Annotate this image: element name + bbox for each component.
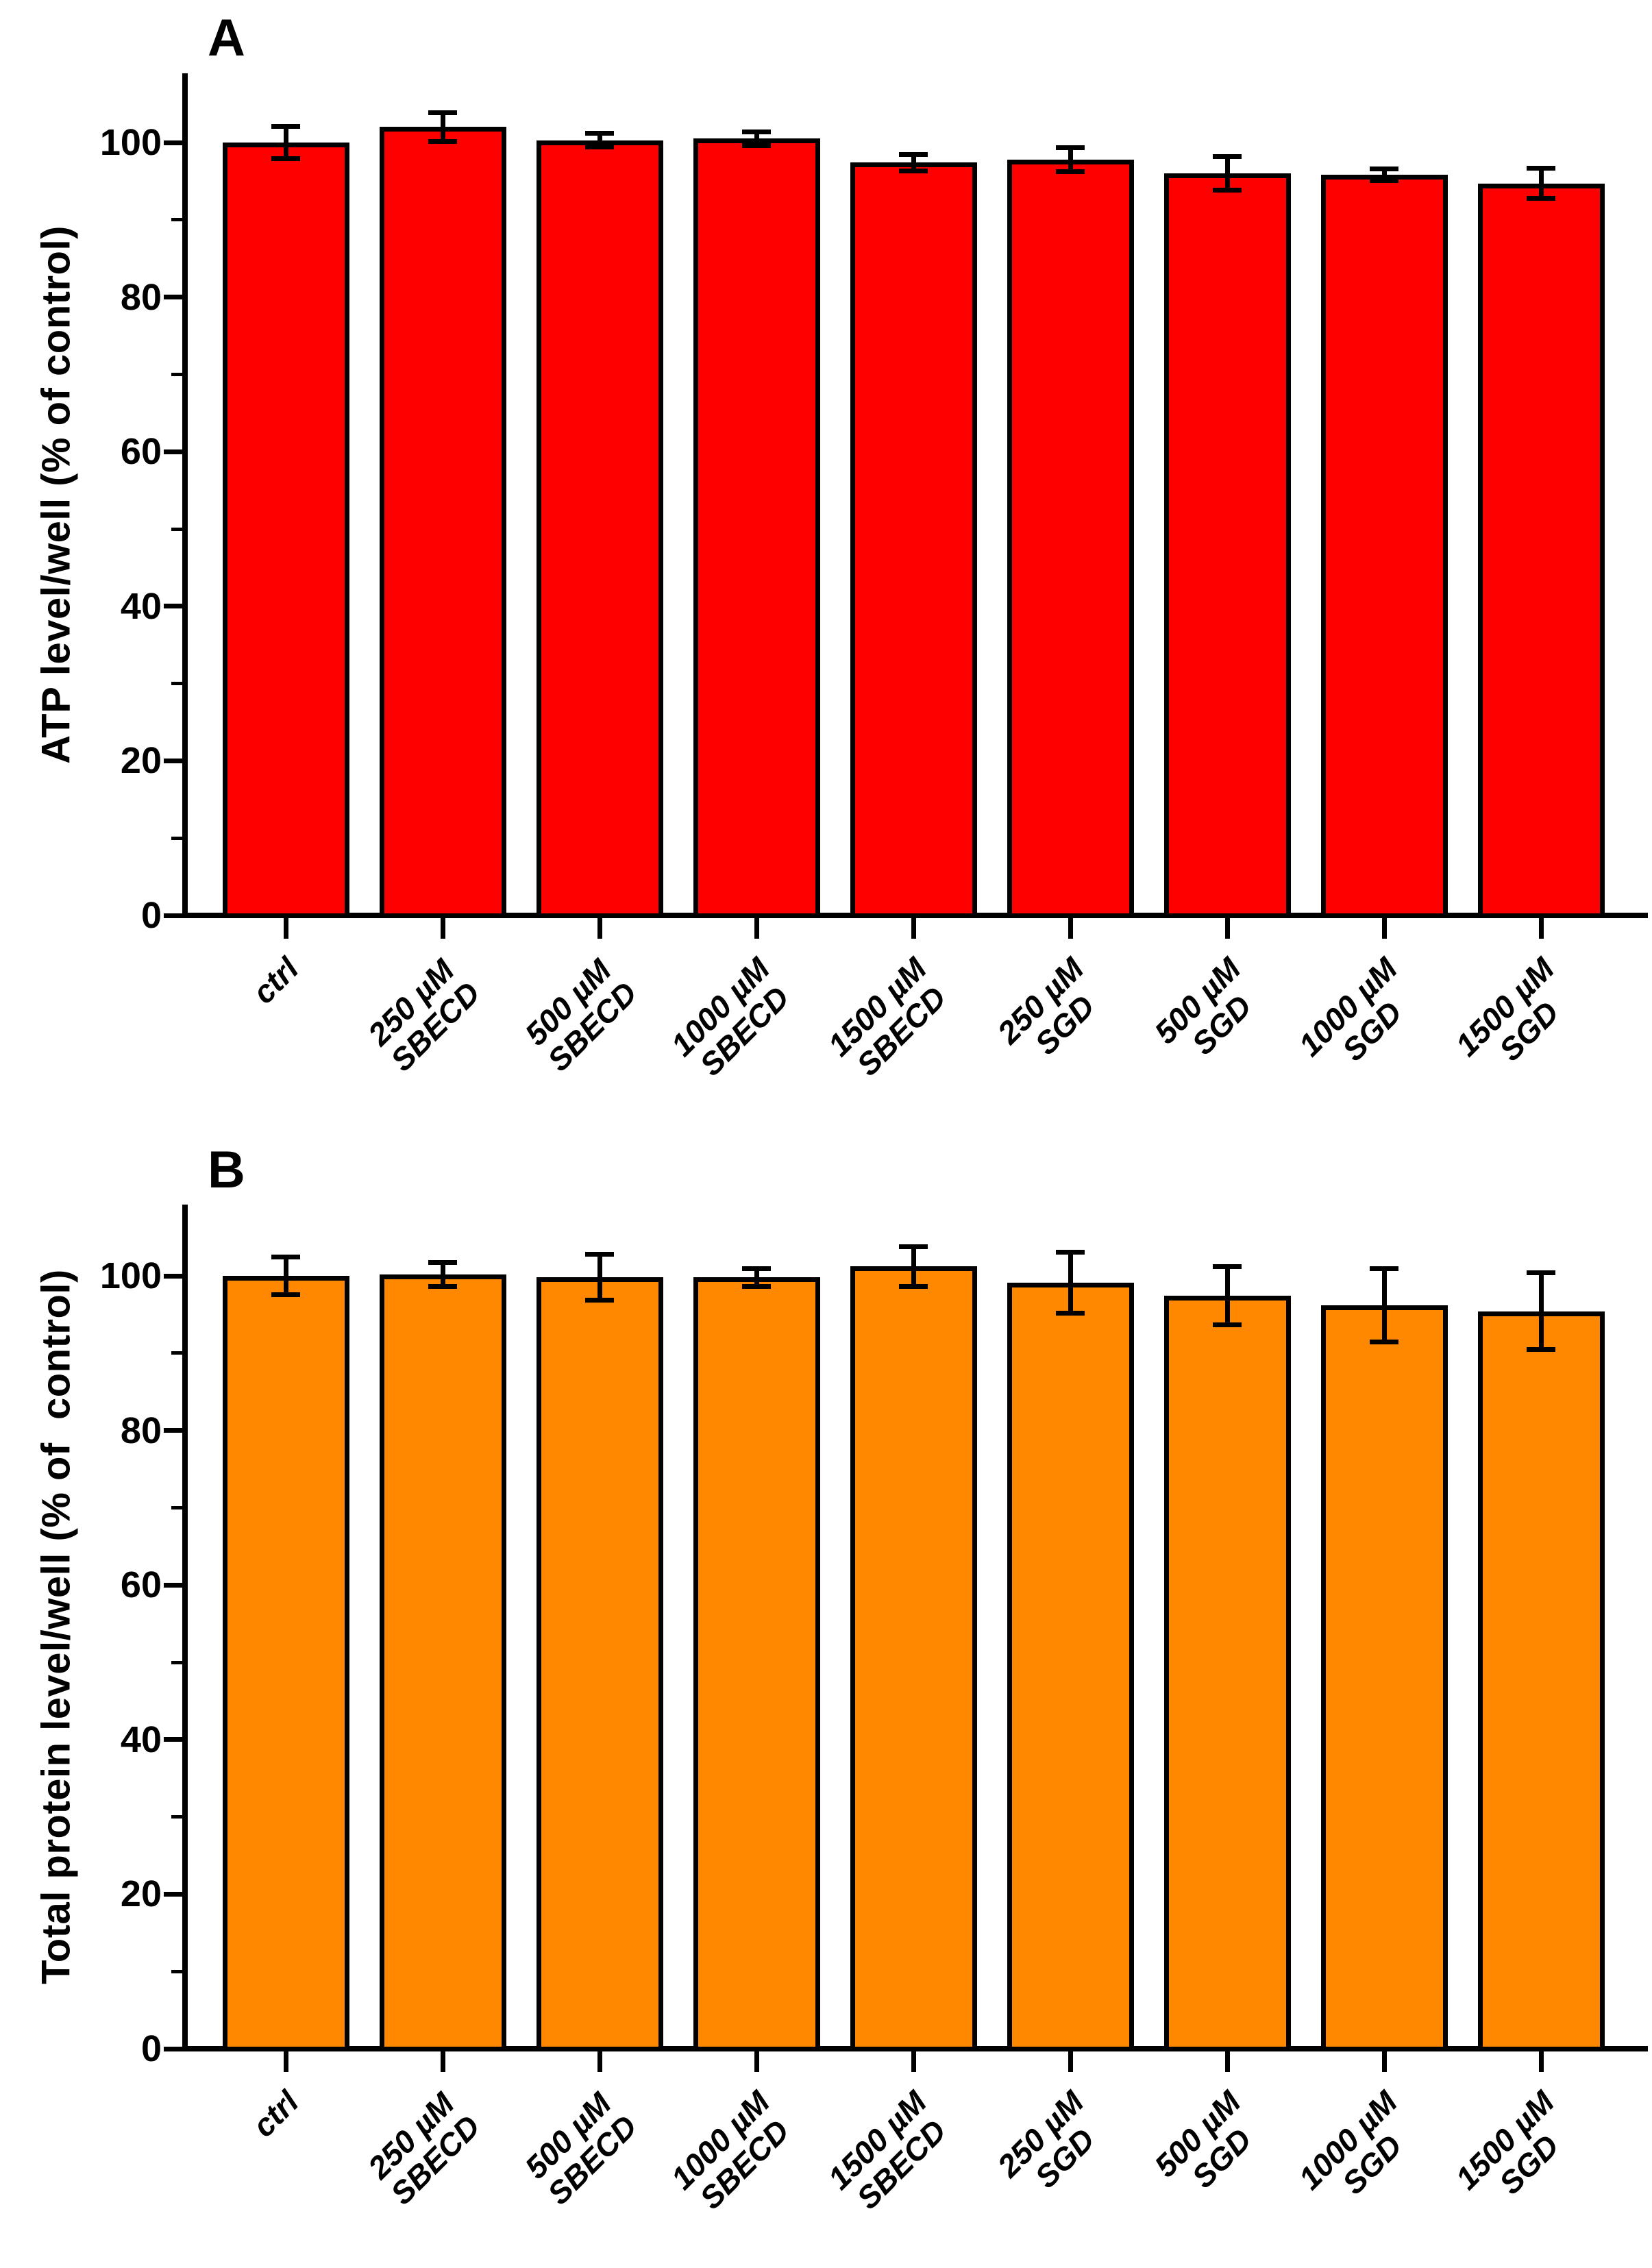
panel-b-label: B [208, 1141, 245, 1199]
error-bar-top-cap [428, 1260, 457, 1265]
y-axis-major-tick [164, 1428, 182, 1433]
bar [1478, 1311, 1605, 2051]
x-axis-tick [911, 2051, 916, 2072]
bar [1164, 1296, 1291, 2051]
y-axis-tick-label: 100 [99, 1255, 162, 1296]
y-axis-tick-label: 40 [120, 585, 162, 627]
y-axis-minor-tick [171, 1351, 182, 1355]
error-bar-bottom-cap [585, 1298, 614, 1303]
category-label: ctrl [245, 2084, 306, 2144]
y-axis-major-tick [164, 1892, 182, 1897]
bar [380, 1274, 506, 2051]
error-bar-bottom-cap [742, 1284, 771, 1289]
error-bar-top-cap [742, 1266, 771, 1271]
error-bar-line [1068, 1252, 1073, 1314]
error-bar-line [284, 1257, 288, 1295]
error-bar-line [1382, 1268, 1387, 1342]
y-axis-minor-tick [171, 1970, 182, 1973]
bar [850, 1266, 977, 2051]
x-axis-tick [1225, 2051, 1230, 2072]
y-axis-tick-label: 80 [120, 276, 162, 318]
y-axis-tick-label: 100 [99, 122, 162, 163]
category-label: 500 µM SBECD [517, 2085, 644, 2212]
y-axis-major-tick [164, 1583, 182, 1588]
bar [223, 1276, 349, 2051]
panel-a-label: A [208, 9, 245, 67]
category-label: 250 µM SBECD [360, 2085, 487, 2212]
category-label: 1500 µM SGD [1448, 950, 1566, 1068]
x-axis-tick [1539, 2051, 1544, 2072]
bar [1007, 1283, 1134, 2051]
error-bar-top-cap [1213, 1264, 1242, 1269]
error-bar-bottom-cap [1213, 1322, 1242, 1327]
error-bar-line [597, 1254, 602, 1301]
error-bar-bottom-cap [1056, 1311, 1085, 1316]
y-axis-tick-label: 60 [120, 1564, 162, 1606]
error-bar-top-cap [1370, 1266, 1398, 1271]
x-axis-tick [1382, 2051, 1387, 2072]
y-axis-tick-label: 0 [140, 895, 162, 936]
category-label: 250 µM SBECD [360, 952, 487, 1078]
error-bar-top-cap [271, 1255, 300, 1259]
error-bar-line [1539, 1272, 1544, 1350]
category-label: 250 µM SGD [990, 2084, 1102, 2195]
x-axis-tick [597, 2051, 602, 2072]
category-label: 500 µM SGD [1147, 2084, 1259, 2195]
y-axis-minor-tick [171, 1815, 182, 1819]
y-axis-line [182, 1205, 188, 2051]
y-axis-major-tick [164, 1737, 182, 1742]
x-axis-tick [284, 2051, 288, 2072]
error-bar-bottom-cap [899, 1284, 928, 1289]
category-label: 1000 µM SBECD [664, 2084, 796, 2216]
error-bar-bottom-cap [271, 1292, 300, 1297]
bar [1321, 1305, 1448, 2051]
error-bar-top-cap [1056, 1250, 1085, 1255]
y-axis-tick-label: 20 [120, 1873, 162, 1915]
panel-b-y-axis-title: Total protein level/well (% of control) [34, 1269, 79, 1984]
category-label: 1000 µM SGD [1292, 950, 1409, 1068]
x-axis-tick [1068, 2051, 1073, 2072]
category-label: 250 µM SGD [990, 950, 1102, 1062]
bar [693, 1277, 820, 2051]
y-axis-major-tick [164, 2047, 182, 2051]
error-bar-bottom-cap [428, 1284, 457, 1289]
error-bar-bottom-cap [1370, 1340, 1398, 1344]
error-bar-top-cap [585, 1252, 614, 1257]
category-label: 1500 µM SGD [1448, 2084, 1566, 2202]
y-axis-tick-label: 60 [120, 431, 162, 473]
category-label: ctrl [245, 950, 306, 1011]
y-axis-minor-tick [171, 1661, 182, 1664]
error-bar-bottom-cap [1527, 1347, 1555, 1352]
category-label: 1000 µM SGD [1292, 2084, 1409, 2202]
bar [537, 1277, 663, 2051]
error-bar-line [441, 1262, 445, 1287]
x-axis-tick [441, 2051, 445, 2072]
category-label: 1000 µM SBECD [664, 950, 796, 1083]
x-axis-tick [754, 2051, 759, 2072]
category-label: 500 µM SGD [1147, 950, 1259, 1062]
y-axis-tick-label: 40 [120, 1718, 162, 1760]
y-axis-tick-label: 80 [120, 1409, 162, 1451]
error-bar-top-cap [1527, 1270, 1555, 1275]
y-axis-minor-tick [171, 1506, 182, 1509]
panel-a-y-axis-title: ATP level/well (% of control) [34, 225, 79, 764]
y-axis-tick-label: 0 [140, 2028, 162, 2069]
category-label: 500 µM SBECD [517, 952, 644, 1078]
category-label: 1500 µM SBECD [821, 2084, 953, 2216]
error-bar-line [911, 1246, 916, 1287]
y-axis-tick-label: 20 [120, 740, 162, 782]
error-bar-line [1225, 1266, 1230, 1325]
y-axis-major-tick [164, 1274, 182, 1279]
error-bar-top-cap [899, 1244, 928, 1249]
category-label: 1500 µM SBECD [821, 950, 953, 1083]
